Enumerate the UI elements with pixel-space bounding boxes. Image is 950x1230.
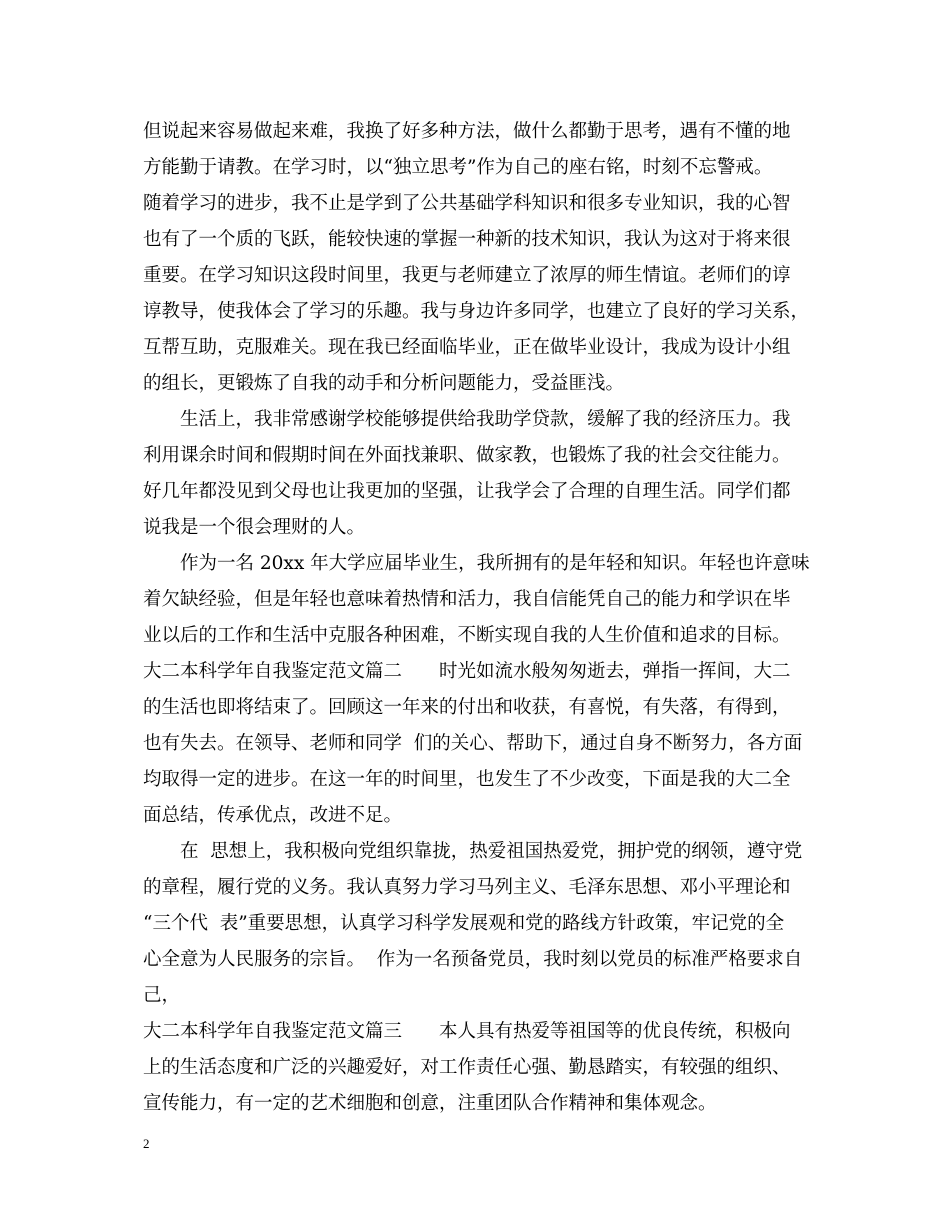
text-line: 好几年都没见到父母也让我更加的坚强，让我学会了合理的自理生活。同学们都: [143, 481, 791, 502]
text-line: “三个代 表”重要思想，认真学习科学发展观和党的路线方针政策，牢记党的全: [143, 913, 785, 934]
text-line: 面总结，传承优点，改进不足。: [143, 805, 403, 826]
text-line: 着欠缺经验，但是年轻也意味着热情和活力，我自信能凭自己的能力和学识在毕: [143, 589, 791, 610]
text-line: 重要。在学习知识这段时间里，我更与老师建立了浓厚的师生情谊。老师们的谆: [143, 265, 791, 286]
text-line: 均取得一定的进步。在这一年的时间里，也发生了不少改变，下面是我的大二全: [143, 769, 791, 790]
page-number: 2: [143, 1136, 150, 1151]
text-line: 谆教导，使我体会了学习的乐趣。我与身边许多同学，也建立了良好的学习关系，: [143, 301, 810, 322]
text-line: 互帮互助，克服难关。现在我已经面临毕业，正在做毕业设计，我成为设计小组: [143, 337, 791, 358]
text-line: 说我是一个很会理财的人。: [143, 517, 366, 538]
text-line: 己，: [143, 985, 181, 1006]
text-line: 也有失去。在领导、老师和同学 们的关心、帮助下，通过自身不断努力，各方面: [143, 733, 803, 754]
text-line: 的生活也即将结束了。回顾这一年来的付出和收获，有喜悦，有失落，有得到，: [143, 697, 791, 718]
text-line: 业以后的工作和生活中克服各种困难，不断实现自我的人生价值和追求的目标。: [143, 625, 791, 646]
section-heading-line: 大二本科学年自我鉴定范文篇二 时光如流水般匆匆逝去，弹指一挥间，大二: [143, 661, 791, 682]
text-line: 的组长，更锻炼了自我的动手和分析问题能力，受益匪浅。: [143, 373, 625, 394]
text-line: 也有了一个质的飞跃，能较快速的掌握一种新的技术知识，我认为这对于将来很: [143, 229, 791, 250]
text-line: 利用课余时间和假期时间在外面找兼职、做家教，也锻炼了我的社会交往能力。: [143, 445, 791, 466]
paragraph-first-line: 生活上，我非常感谢学校能够提供给我助学贷款，缓解了我的经济压力。我: [180, 409, 791, 430]
text-line: 心全意为人民服务的宗旨。 作为一名预备党员，我时刻以党员的标准严格要求自: [143, 949, 803, 970]
text-line: 方能勤于请教。在学习时，以“独立思考”作为自己的座右铭，时刻不忘警戒。: [143, 157, 773, 178]
text-line: 随着学习的进步，我不止是学到了公共基础学科知识和很多专业知识，我的心智: [143, 193, 791, 214]
text-line: 上的生活态度和广泛的兴趣爱好，对工作责任心强、勤恳踏实，有较强的组织、: [143, 1057, 791, 1078]
text-line: 宣传能力，有一定的艺术细胞和创意，注重团队合作精神和集体观念。: [143, 1093, 717, 1114]
document-body: [143, 114, 833, 1122]
text-line: 的章程，履行党的义务。我认真努力学习马列主义、毛泽东思想、邓小平理论和: [143, 877, 791, 898]
text-line: 但说起来容易做起来难，我换了好多种方法，做什么都勤于思考，遇有不懂的地: [143, 121, 791, 142]
paragraph-first-line: 在 思想上，我积极向党组织靠拢，热爱祖国热爱党，拥护党的纲领，遵守党: [180, 841, 803, 862]
paragraph-first-line: 作为一名 20xx 年大学应届毕业生，我所拥有的是年轻和知识。年轻也许意味: [180, 553, 810, 574]
section-heading-line: 大二本科学年自我鉴定范文篇三 本人具有热爱等祖国等的优良传统，积极向: [143, 1021, 791, 1042]
